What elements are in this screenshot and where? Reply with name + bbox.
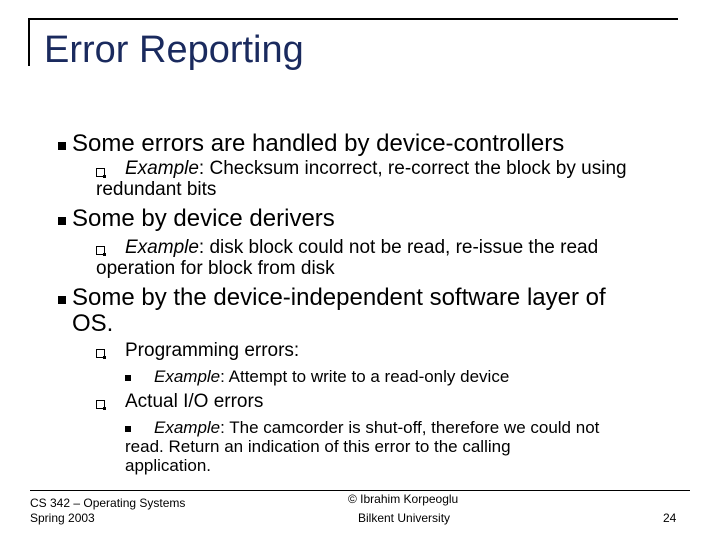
subsubbullet-line: read. Return an indication of this error to the calling (125, 437, 511, 456)
subbullet-text: Programming errors: (125, 340, 300, 361)
bullet-box-icon (96, 400, 105, 409)
subsubbullet-line: application. (125, 456, 212, 475)
bullet-square-icon (125, 426, 131, 432)
bullet-square-icon (125, 375, 131, 381)
bullet-text: Some by device derivers (72, 205, 335, 232)
slide-title: Error Reporting (44, 29, 304, 71)
footer-term: Spring 2003 (30, 511, 95, 525)
subsubbullet-line: Example: The camcorder is shut-off, therefore we could not (154, 418, 600, 437)
footer-rule (30, 490, 690, 491)
bullet-square-icon (58, 142, 66, 150)
bullet-text: OS. (72, 310, 114, 337)
bullet-box-icon (96, 168, 105, 177)
footer-copyright: © Ibrahim Korpeoglu (348, 492, 459, 506)
subbullet-line: operation for block from disk (96, 258, 335, 279)
bullet-square-icon (58, 296, 66, 304)
page-number: 24 (663, 511, 677, 525)
title-frame-left (28, 18, 30, 66)
subbullet-line: redundant bits (96, 179, 217, 200)
subbullet-line: Example: disk block could not be read, re-issue the read (125, 237, 599, 258)
footer-institution: Bilkent University (358, 511, 451, 525)
bullet-text: Some errors are handled by device-controllers (72, 130, 565, 157)
bullet-text: Some by the device-independent software layer of (72, 284, 606, 311)
footer-course: CS 342 – Operating Systems (30, 496, 186, 510)
bullet-box-icon (96, 349, 105, 358)
subsubbullet-line: Example: Attempt to write to a read-only device (154, 367, 510, 386)
subbullet-line: Example: Checksum incorrect, re-correct the block by using (125, 158, 627, 179)
bullet-box-icon (96, 246, 105, 255)
subbullet-text: Actual I/O errors (125, 391, 264, 412)
bullet-square-icon (58, 217, 66, 225)
title-frame-top (28, 18, 678, 20)
